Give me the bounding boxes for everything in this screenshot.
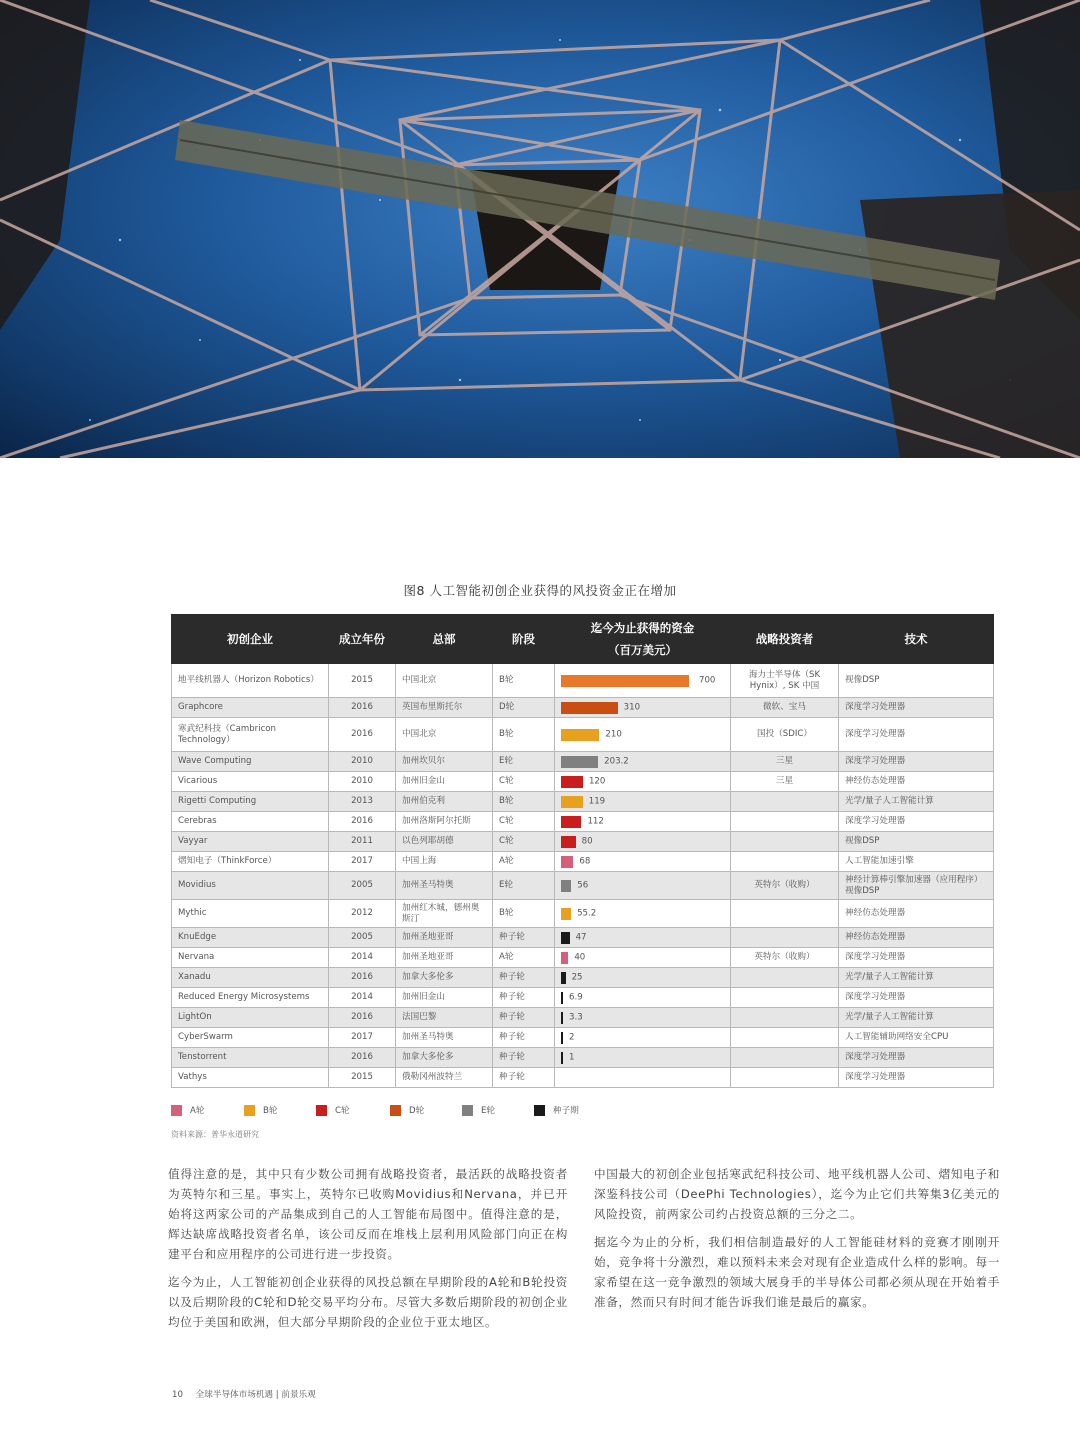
cell-tech: 视像DSP (839, 832, 994, 852)
cell-funding (555, 812, 731, 832)
cell-startup: Cerebras (172, 812, 329, 832)
funding-bar (561, 1012, 563, 1024)
cell-stage: E轮 (493, 752, 555, 772)
legend-swatch (462, 1105, 473, 1116)
funding-bar (561, 908, 571, 920)
table-row (172, 1068, 994, 1088)
cell-investor (731, 988, 839, 1008)
funding-bar (561, 856, 573, 868)
cell-startup: Vathys (172, 1068, 329, 1088)
funding-bar (561, 952, 568, 964)
cell-startup: Rigetti Computing (172, 792, 329, 812)
cell-funding (555, 968, 731, 988)
table-row (172, 948, 994, 968)
page-footer (172, 1388, 316, 1400)
cell-funding (555, 752, 731, 772)
tower-lattice-illustration (0, 0, 1080, 458)
cell-tech: 深度学习处理器 (839, 812, 994, 832)
funding-value: 55.2 (577, 908, 597, 918)
cell-tech: 深度学习处理器 (839, 988, 994, 1008)
cell-funding (555, 852, 731, 872)
cell-startup: Movidius (172, 872, 329, 900)
cell-hq: 俄勒冈州波特兰 (396, 1068, 493, 1088)
cell-year: 2015 (329, 1068, 396, 1088)
cell-year: 2016 (329, 718, 396, 752)
cell-investor (731, 968, 839, 988)
legend-item (534, 1104, 579, 1116)
source-note: 资料来源：普华永道研究 (171, 1130, 259, 1139)
cell-tech: 神经仿态处理器 (839, 928, 994, 948)
table-row (172, 852, 994, 872)
cell-startup: CyberSwarm (172, 1028, 329, 1048)
cell-year: 2014 (329, 988, 396, 1008)
figure-caption: 图8 人工智能初创企业获得的风投资金正在增加 (403, 583, 677, 598)
cell-tech: 神经计算棒引擎加速器（应用程序）视像DSP (839, 872, 994, 900)
cell-investor (731, 1068, 839, 1088)
cell-stage: C轮 (493, 772, 555, 792)
cell-investor (731, 928, 839, 948)
cell-funding (555, 872, 731, 900)
cell-tech: 神经仿态处理器 (839, 772, 994, 792)
table-row (172, 718, 994, 752)
funding-value: 210 (605, 729, 622, 739)
funding-value: 310 (623, 702, 641, 712)
cell-hq: 加州洛斯阿尔托斯 (396, 812, 493, 832)
cell-hq: 加拿大多伦多 (396, 1048, 493, 1068)
cell-stage: B轮 (493, 664, 555, 698)
funding-bar (561, 932, 570, 944)
cell-tech: 深度学习处理器 (839, 948, 994, 968)
legend-label: C轮 (335, 1106, 350, 1116)
cell-year: 2012 (329, 900, 396, 928)
cell-tech: 光学/量子人工智能计算 (839, 1008, 994, 1028)
cell-hq: 中国北京 (396, 718, 493, 752)
table-row (172, 772, 994, 792)
funding-bar (561, 880, 571, 892)
cell-investor (731, 792, 839, 812)
cell-year: 2011 (329, 832, 396, 852)
funding-bar (561, 675, 689, 687)
table-row (172, 872, 994, 900)
cell-funding (555, 832, 731, 852)
funding-value: 112 (587, 816, 604, 826)
cell-hq: 加州圣地亚哥 (396, 948, 493, 968)
cell-startup: LightOn (172, 1008, 329, 1028)
funding-value: 3.3 (569, 1012, 583, 1022)
table-body (172, 664, 994, 1088)
legend-swatch (316, 1105, 327, 1116)
funding-value: 700 (699, 675, 716, 685)
cell-tech: 神经仿态处理器 (839, 900, 994, 928)
cell-startup: Mythic (172, 900, 329, 928)
cell-year: 2013 (329, 792, 396, 812)
funding-bar (561, 1032, 563, 1044)
legend-swatch (534, 1105, 545, 1116)
cell-stage: 种子轮 (493, 1068, 555, 1088)
funding-value: 1 (569, 1052, 575, 1062)
cell-tech: 深度学习处理器 (839, 1048, 994, 1068)
table-row (172, 698, 994, 718)
cell-startup: Tenstorrent (172, 1048, 329, 1068)
header-funding (555, 615, 731, 664)
table-row (172, 752, 994, 772)
hero-photo (0, 0, 1080, 458)
cell-funding (555, 718, 731, 752)
funding-bar (561, 816, 581, 828)
table-row (172, 968, 994, 988)
funding-value: 119 (588, 796, 606, 806)
cell-stage: C轮 (493, 812, 555, 832)
cell-startup: Xanadu (172, 968, 329, 988)
cell-investor (731, 812, 839, 832)
cell-startup: Wave Computing (172, 752, 329, 772)
body-paragraph: 迄今为止，人工智能初创企业获得的风投总额在早期阶段的A轮和B轮投资以及后期阶段的C轮和D轮交易平均分布。尽管大多数后期阶段的初创企业均位于美国和欧洲，但大部分早期阶段的企业位于亚太地区。 (168, 1275, 568, 1329)
table-row (172, 928, 994, 948)
cell-year: 2017 (329, 1028, 396, 1048)
footer-title: 全球半导体市场机遇 | 前景乐观 (195, 1390, 316, 1400)
cell-year: 2016 (329, 1008, 396, 1028)
funding-bar (561, 796, 583, 808)
cell-year: 2005 (329, 928, 396, 948)
funding-value: 56 (577, 880, 589, 890)
cell-investor: 微软、宝马 (731, 698, 839, 718)
funding-bar (561, 756, 598, 768)
cell-hq: 英国布里斯托尔 (396, 698, 493, 718)
legend-item (462, 1104, 495, 1116)
funding-bar (561, 776, 583, 788)
body-column-left (168, 1164, 568, 1340)
table-row (172, 1008, 994, 1028)
legend-label: 种子期 (553, 1106, 579, 1116)
cell-investor (731, 1028, 839, 1048)
cell-tech: 深度学习处理器 (839, 1068, 994, 1088)
funding-value: 203.2 (604, 756, 629, 766)
cell-stage: 种子轮 (493, 1008, 555, 1028)
cell-investor (731, 1008, 839, 1028)
legend-item (316, 1104, 350, 1116)
cell-year: 2016 (329, 698, 396, 718)
cell-stage: 种子轮 (493, 928, 555, 948)
funding-value: 80 (581, 836, 593, 846)
cell-year: 2005 (329, 872, 396, 900)
cell-year: 2014 (329, 948, 396, 968)
header-hq: 总部 (396, 615, 493, 664)
legend-label: A轮 (190, 1106, 205, 1116)
cell-hq: 加州伯克利 (396, 792, 493, 812)
cell-startup: 寒武纪科技（Cambricon Technology） (172, 718, 329, 752)
funding-bar (561, 729, 599, 741)
cell-startup: Vicarious (172, 772, 329, 792)
table-row (172, 664, 994, 698)
cell-year: 2017 (329, 852, 396, 872)
cell-funding (555, 1028, 731, 1048)
cell-funding (555, 792, 731, 812)
table-row (172, 900, 994, 928)
cell-year: 2015 (329, 664, 396, 698)
cell-startup: Vayyar (172, 832, 329, 852)
cell-investor: 英特尔（收购） (731, 872, 839, 900)
legend-item (244, 1104, 278, 1116)
cell-funding (555, 948, 731, 968)
cell-hq: 加州红木城，德州奥斯汀 (396, 900, 493, 928)
legend-swatch (390, 1105, 401, 1116)
header-year: 成立年份 (329, 615, 396, 664)
cell-funding (555, 1048, 731, 1068)
cell-tech: 视像DSP (839, 664, 994, 698)
cell-investor: 国投（SDIC） (731, 718, 839, 752)
cell-investor (731, 832, 839, 852)
cell-investor: 海力士半导体（SK Hynix）, SK 中国 (731, 664, 839, 698)
cell-stage: A轮 (493, 948, 555, 968)
cell-funding (555, 1008, 731, 1028)
body-column-right (594, 1164, 1000, 1320)
funding-value: 68 (579, 856, 591, 866)
cell-startup: KnuEdge (172, 928, 329, 948)
cell-stage: 种子轮 (493, 1048, 555, 1068)
funding-bar (561, 702, 618, 714)
funding-value: 40 (574, 952, 586, 962)
cell-hq: 加州圣马特奥 (396, 1028, 493, 1048)
header-stage: 阶段 (493, 615, 555, 664)
cell-stage: 种子轮 (493, 968, 555, 988)
cell-funding (555, 664, 731, 698)
cell-year: 2010 (329, 772, 396, 792)
legend-label: E轮 (481, 1106, 496, 1116)
table-row (172, 812, 994, 832)
cell-hq: 加州旧金山 (396, 988, 493, 1008)
cell-hq: 加州圣地亚哥 (396, 928, 493, 948)
funding-value: 2 (569, 1032, 575, 1042)
cell-hq: 加拿大多伦多 (396, 968, 493, 988)
funding-value: 47 (575, 932, 587, 942)
cell-year: 2010 (329, 752, 396, 772)
cell-startup: 熠知电子（ThinkForce） (172, 852, 329, 872)
cell-tech: 光学/量子人工智能计算 (839, 792, 994, 812)
cell-investor: 三星 (731, 752, 839, 772)
cell-stage: B轮 (493, 718, 555, 752)
legend-label: D轮 (409, 1106, 425, 1116)
cell-funding (555, 988, 731, 1008)
cell-stage: A轮 (493, 852, 555, 872)
cell-investor: 三星 (731, 772, 839, 792)
legend-label: B轮 (263, 1106, 278, 1116)
cell-year: 2016 (329, 968, 396, 988)
cell-startup: Nervana (172, 948, 329, 968)
body-paragraph: 据迄今为止的分析，我们相信制造最好的人工智能硅材料的竞赛才刚刚开始，竞争将十分激烈，难以预料未来会对现有企业造成什么样的影响。每一家希望在这一竞争激烈的领域大展身手的半导体公司都必须从现在开始着手准备，然而只有时间才能告诉我们谁是最后的赢家。 (594, 1235, 1000, 1309)
table-row (172, 1048, 994, 1068)
page-number: 10 (172, 1390, 183, 1400)
header-tech: 技术 (839, 615, 994, 664)
cell-investor (731, 852, 839, 872)
cell-hq: 加州坎贝尔 (396, 752, 493, 772)
funding-bar (561, 972, 566, 984)
startup-funding-table (171, 614, 994, 1088)
table-row (172, 792, 994, 812)
legend-item (171, 1104, 204, 1116)
cell-tech: 深度学习处理器 (839, 698, 994, 718)
header-investor: 战略投资者 (731, 615, 839, 664)
cell-tech: 深度学习处理器 (839, 718, 994, 752)
funding-value: 25 (571, 972, 583, 982)
cell-funding (555, 1068, 731, 1088)
cell-year: 2016 (329, 812, 396, 832)
cell-startup: 地平线机器人（Horizon Robotics） (172, 664, 329, 698)
funding-bar (561, 1052, 563, 1064)
cell-investor (731, 900, 839, 928)
cell-stage: B轮 (493, 792, 555, 812)
cell-funding (555, 698, 731, 718)
cell-startup: Graphcore (172, 698, 329, 718)
body-paragraph: 值得注意的是，其中只有少数公司拥有战略投资者，最活跃的战略投资者为英特尔和三星。事实上，英特尔已收购Movidius和Nervana，并已开始将这两家公司的产品集成到自己的人工智能布局图中。值得注意的是，辉达缺席战略投资者名单，该公司反而在堆栈上层利用风险部门向正在构建平台和应用程序的公司进行进一步投资。 (168, 1167, 568, 1261)
cell-hq: 中国北京 (396, 664, 493, 698)
cell-hq: 法国巴黎 (396, 1008, 493, 1028)
cell-stage: C轮 (493, 832, 555, 852)
body-paragraph: 中国最大的初创企业包括寒武纪科技公司、地平线机器人公司、熠知电子和深鉴科技公司（DeePhi Technologies），迄今为止它们共筹集3亿美元的风险投资，前两家公司约占投资总额的三分之二。 (594, 1167, 1000, 1221)
cell-year: 2016 (329, 1048, 396, 1068)
legend-item (390, 1104, 424, 1116)
cell-hq: 加州圣马特奥 (396, 872, 493, 900)
funding-bar (561, 992, 563, 1004)
cell-stage: 种子轮 (493, 1028, 555, 1048)
table-header-row (172, 615, 994, 664)
cell-funding (555, 928, 731, 948)
table-row (172, 1028, 994, 1048)
cell-hq: 以色列耶胡德 (396, 832, 493, 852)
cell-stage: E轮 (493, 872, 555, 900)
funding-value: 120 (588, 776, 606, 786)
legend-swatch (244, 1105, 255, 1116)
cell-investor: 英特尔（收购） (731, 948, 839, 968)
cell-funding (555, 900, 731, 928)
header-funding-label: 迄今为止获得的资金 (590, 621, 695, 635)
cell-stage: 种子轮 (493, 988, 555, 1008)
header-funding-unit: （百万美元） (608, 643, 677, 657)
table-row (172, 988, 994, 1008)
cell-tech: 人工智能加速引擎 (839, 852, 994, 872)
cell-tech: 深度学习处理器 (839, 752, 994, 772)
cell-investor (731, 1048, 839, 1068)
legend-swatch (171, 1105, 182, 1116)
cell-tech: 光学/量子人工智能计算 (839, 968, 994, 988)
cell-funding (555, 772, 731, 792)
table-row (172, 832, 994, 852)
header-startup: 初创企业 (172, 615, 329, 664)
cell-stage: B轮 (493, 900, 555, 928)
funding-value: 6.9 (569, 992, 583, 1002)
cell-hq: 加州旧金山 (396, 772, 493, 792)
funding-bar (561, 836, 576, 848)
cell-stage: D轮 (493, 698, 555, 718)
cell-hq: 中国上海 (396, 852, 493, 872)
cell-tech: 人工智能辅助网络安全CPU (839, 1028, 994, 1048)
cell-startup: Reduced Energy Microsystems (172, 988, 329, 1008)
